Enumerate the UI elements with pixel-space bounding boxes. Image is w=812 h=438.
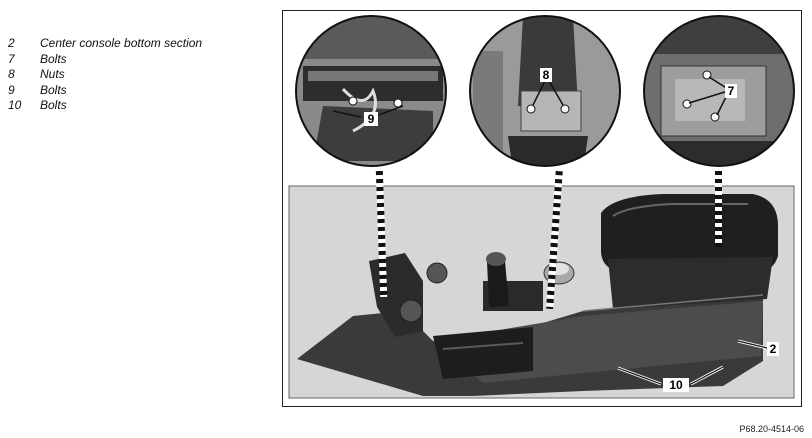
- legend-item: [8, 83, 202, 99]
- legend-text: Bolts: [40, 98, 67, 112]
- service-illustration: [282, 10, 802, 407]
- legend-item: [8, 52, 202, 68]
- legend-text: Bolts: [40, 82, 67, 97]
- legend-number: 2: [8, 36, 15, 50]
- callout-10: 10: [669, 378, 683, 392]
- callout-8: 8: [542, 68, 550, 82]
- callout-7: 7: [727, 84, 735, 98]
- detail-inset-bolts-9: [293, 14, 453, 174]
- legend-number: 7: [8, 51, 15, 66]
- legend-item: [8, 36, 202, 52]
- callout-2: 2: [769, 342, 777, 356]
- legend-text: Center console bottom section: [40, 36, 203, 50]
- detail-inset-nuts-8: [468, 14, 628, 174]
- callout-9: 9: [367, 112, 375, 126]
- legend-number: 8: [8, 67, 15, 81]
- console-drawing: [283, 11, 801, 406]
- legend-number: 10: [8, 98, 22, 112]
- detail-inset-bolts-7: [643, 14, 801, 174]
- figure-reference: P68.20-4514-06: [739, 424, 804, 434]
- legend-item: [8, 67, 202, 83]
- legend-number: 9: [8, 82, 15, 97]
- parts-legend: [8, 36, 202, 114]
- legend-text: Bolts: [40, 51, 67, 66]
- legend-text: Nuts: [40, 67, 65, 81]
- legend-item: [8, 98, 202, 114]
